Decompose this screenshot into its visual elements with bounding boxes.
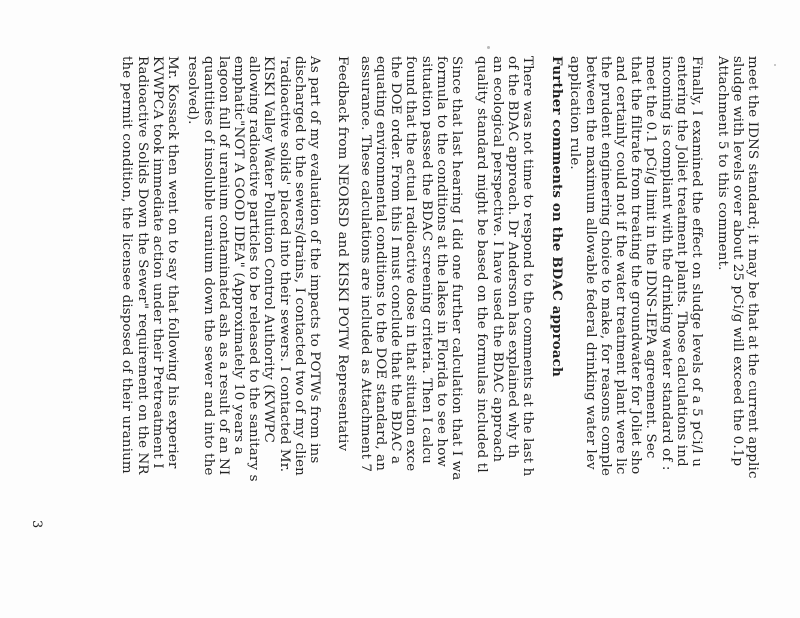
text-line: of the BDAC approach. Dr Anderson has explained why th — [504, 56, 520, 459]
text-line: sludge with levels over about 25 pCi/g will exceed the 0.1p — [729, 56, 745, 467]
text-line: Attachment 5 to this comment. — [714, 56, 730, 271]
text-line: There was not time to respond to the comments at the last h — [520, 56, 535, 477]
text-line: resolved). — [185, 56, 201, 125]
text-line: assurance. These calculations are included as Attachment 7 — [357, 56, 373, 473]
text-line: found that the actual radioactive dose in that situation exce — [403, 56, 419, 472]
text-line: As part of my evaluation of the impacts to POTWs from ins — [307, 56, 322, 464]
text-line: Finally, I examined the effect on sludge levels of a 5 pCi/l u — [689, 56, 704, 468]
paragraph — [185, 56, 322, 482]
text-line: 'radioactive solids' placed into their sewers. I contacted Mr. — [276, 56, 292, 473]
text-line: the prudent engineering choice to make, for reasons comple — [597, 56, 613, 477]
text-line: quantities of insoluble uranium down the sewer and into the — [200, 56, 216, 476]
text-line: application rule. — [567, 56, 583, 170]
text-line: situation passed the BDAC screening criteria. Then I calcu — [418, 56, 434, 464]
paragraph — [567, 56, 704, 476]
text-line: KISKI Valley Water Pollution Control Authority (KVWPC — [261, 56, 277, 444]
scan-speck — [774, 64, 776, 66]
paragraph — [335, 56, 350, 451]
text-line: Since that last hearing I did one further calculation that I wa — [449, 56, 464, 481]
text-line: that the filtrate from treating the groundwater for Joliet sho — [628, 56, 644, 475]
text-line: meet the 0.1 pCi/g limit in the IDNS-IEPA agreement. Sec — [643, 56, 659, 459]
text-line: entering the Joliet treatment plants. Those calculations ind — [673, 56, 689, 467]
paragraph — [358, 56, 464, 480]
text-line: incoming is compliant with the drinking water standard of : — [658, 56, 674, 471]
text-line: between the maximum allowable federal drinking water lev — [582, 56, 598, 470]
text-line: quality standard might be based on the formulas included tl — [474, 56, 490, 473]
text-line: equating environmental conditions to the DOE standard, an — [373, 56, 389, 472]
text-line: and certainly could not if the water treatment plant were lic — [613, 56, 629, 475]
paragraph — [714, 56, 760, 479]
text-line: Feedback from NEORSD and KISKI POTW Representativ — [335, 56, 350, 452]
text-line: Mr. Kossack then went on to say that following his experier — [165, 56, 180, 469]
text-line: an ecological perspective. I have used the BDAC approach — [489, 56, 505, 463]
text-line: Radioactive Solids Down the Sewer" requirement on the NR — [134, 56, 150, 475]
text-line: lagoon full of uranium contaminated ash as a result of an NI — [215, 56, 231, 476]
section-heading — [549, 56, 564, 377]
paragraph — [119, 56, 180, 475]
text-line: the DOE order. From this I must conclude that the BDAC a — [388, 56, 404, 465]
paragraph — [474, 56, 535, 476]
text-line: allowing radioactive particles to be released to the sanitary s — [246, 56, 262, 482]
page-number: 3 — [29, 520, 44, 529]
text-line: Further comments on the BDAC approach — [549, 56, 565, 377]
text-line: emphatic"NOT A GOOD IDEA" (Approximately 10 years a — [231, 56, 247, 455]
text-line: KVWPCA took immediate action under their Pretreatment I — [149, 56, 165, 469]
scan-speck — [487, 46, 490, 49]
text-line: the permit condition, the licensee disposed of their uranium — [119, 56, 135, 474]
text-line: discharged to the sewers/drains, I contacted two of my clien — [291, 56, 307, 476]
text-line: formula to the conditions at the lakes in Florida to see how — [433, 56, 449, 468]
text-line: meet the IDNS standard; it may be that at the current applic — [745, 56, 760, 479]
